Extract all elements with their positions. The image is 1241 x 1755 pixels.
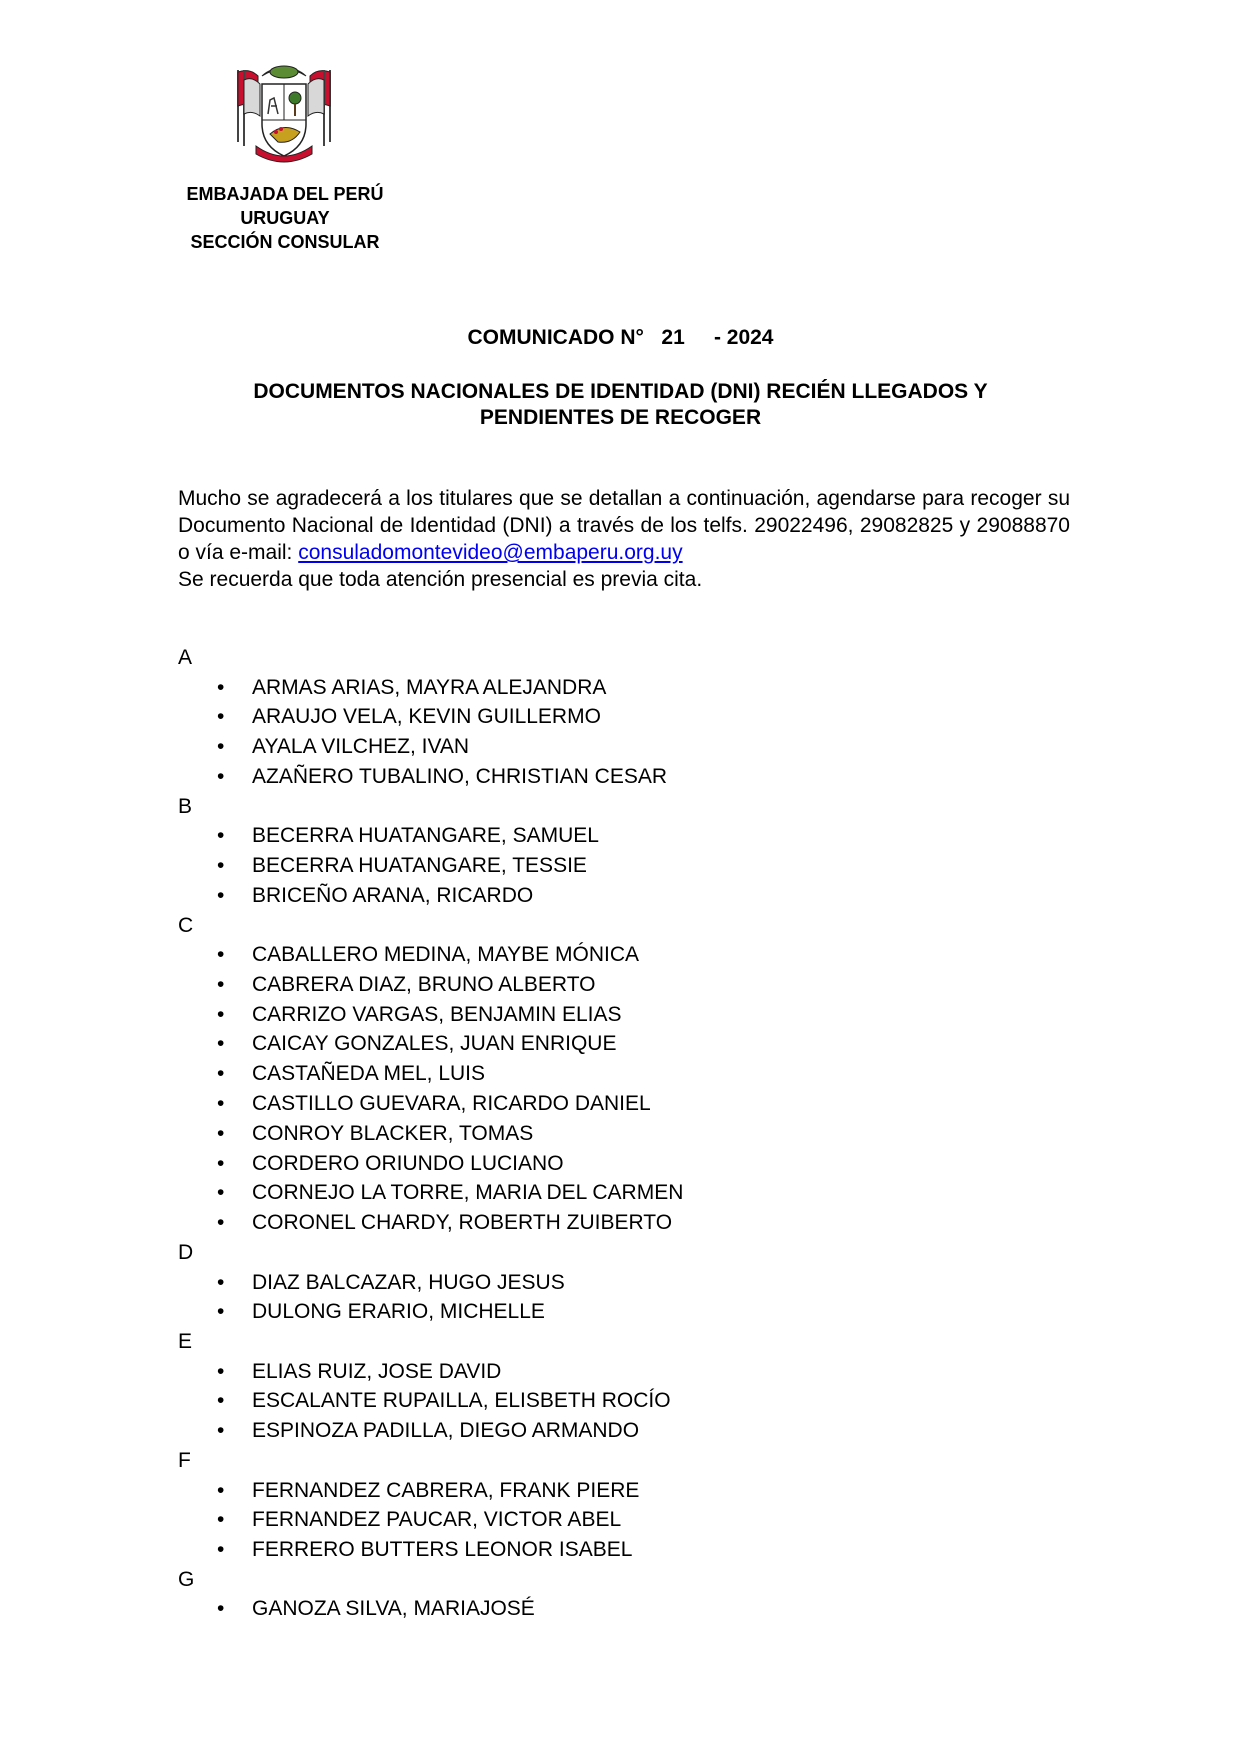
holder-name: ARMAS ARIAS, MAYRA ALEJANDRA <box>252 675 607 699</box>
bullet-icon: • <box>217 1002 225 1026</box>
bullet-icon: • <box>217 735 225 759</box>
list-item <box>178 1178 1078 1208</box>
holder-name: ELIAS RUIZ, JOSE DAVID <box>252 1359 502 1383</box>
name-list <box>178 821 1078 910</box>
list-item <box>178 762 1078 792</box>
list-item <box>178 1386 1078 1416</box>
bullet-icon: • <box>217 1419 225 1443</box>
list-item <box>178 851 1078 881</box>
holder-name: CORONEL CHARDY, ROBERTH ZUIBERTO <box>252 1211 673 1235</box>
name-list <box>178 1476 1078 1565</box>
holder-name: BECERRA HUATANGARE, TESSIE <box>252 853 587 877</box>
holder-name: CABRERA DIAZ, BRUNO ALBERTO <box>252 972 596 996</box>
intro-paragraph <box>178 485 1070 593</box>
bullet-icon: • <box>217 1597 225 1621</box>
holder-name: CARRIZO VARGAS, BENJAMIN ELIAS <box>252 1002 622 1026</box>
bullet-icon: • <box>217 1121 225 1145</box>
bullet-icon: • <box>217 1389 225 1413</box>
list-item <box>178 1268 1078 1298</box>
embassy-section: SECCIÓN CONSULAR <box>190 232 380 252</box>
appointment-reminder: Se recuerda que toda atención presencial es previa cita. <box>178 568 703 591</box>
embassy-country: URUGUAY <box>240 208 330 228</box>
list-item <box>178 702 1078 732</box>
holder-name: FERRERO BUTTERS LEONOR ISABEL <box>252 1538 633 1562</box>
list-item <box>178 1208 1078 1238</box>
names-list <box>178 643 1078 1624</box>
subject-line-1: DOCUMENTOS NACIONALES DE IDENTIDAD (DNI) RECIÉN LLEGADOS Y <box>253 380 988 403</box>
name-list <box>178 940 1078 1238</box>
holder-name: CORNEJO LA TORRE, MARIA DEL CARMEN <box>252 1181 684 1205</box>
holder-name: AYALA VILCHEZ, IVAN <box>252 735 470 759</box>
bullet-icon: • <box>217 1092 225 1116</box>
holder-name: CONROY BLACKER, TOMAS <box>252 1121 534 1145</box>
holder-name: CASTILLO GUEVARA, RICARDO DANIEL <box>252 1092 651 1116</box>
section-letter: G <box>178 1567 195 1591</box>
holder-name: BECERRA HUATANGARE, SAMUEL <box>252 824 599 848</box>
holder-name: CASTAÑEDA MEL, LUIS <box>252 1062 486 1086</box>
bullet-icon: • <box>217 1359 225 1383</box>
email-link[interactable]: consuladomontevideo@embaperu.org.uy <box>298 541 683 564</box>
list-item <box>178 732 1078 762</box>
list-item <box>178 970 1078 1000</box>
holder-name: ESPINOZA PADILLA, DIEGO ARMANDO <box>252 1419 640 1443</box>
name-list <box>178 1357 1078 1446</box>
list-item <box>178 1029 1078 1059</box>
holder-name: FERNANDEZ CABRERA, FRANK PIERE <box>252 1478 640 1502</box>
section-letter: F <box>178 1449 191 1473</box>
bullet-icon: • <box>217 824 225 848</box>
section-letter: D <box>178 1241 194 1265</box>
section-letter: E <box>178 1330 193 1354</box>
holder-name: FERNANDEZ PAUCAR, VICTOR ABEL <box>252 1508 622 1532</box>
holder-name: GANOZA SILVA, MARIAJOSÉ <box>252 1597 535 1621</box>
bullet-icon: • <box>217 705 225 729</box>
list-item <box>178 1297 1078 1327</box>
list-item <box>178 673 1078 703</box>
bullet-icon: • <box>217 1211 225 1235</box>
section-letter: C <box>178 913 194 937</box>
bullet-icon: • <box>217 1270 225 1294</box>
bullet-icon: • <box>217 1181 225 1205</box>
bullet-icon: • <box>217 1032 225 1056</box>
bullet-icon: • <box>217 1151 225 1175</box>
bullet-icon: • <box>217 675 225 699</box>
section-letter: B <box>178 794 193 818</box>
name-list <box>178 1268 1078 1328</box>
embassy-name: EMBAJADA DEL PERÚ <box>186 184 384 204</box>
intro-body: Mucho se agradecerá a los titulares que se detallan a continuación, agendarse para recoger su Documento Nacional de Identidad (DNI) a través de los telfs. 29022496, 29082825 y 29088870 o vía e-mail: <box>178 487 1070 564</box>
list-item <box>178 940 1078 970</box>
bullet-icon: • <box>217 1538 225 1562</box>
holder-name: AZAÑERO TUBALINO, CHRISTIAN CESAR <box>252 764 668 788</box>
bullet-icon: • <box>217 764 225 788</box>
list-item <box>178 1357 1078 1387</box>
holder-name: CAICAY GONZALES, JUAN ENRIQUE <box>252 1032 617 1056</box>
bullet-icon: • <box>217 883 225 907</box>
bullet-icon: • <box>217 1478 225 1502</box>
holder-name: ESCALANTE RUPAILLA, ELISBETH ROCÍO <box>252 1389 671 1413</box>
bullet-icon: • <box>217 943 225 967</box>
list-item <box>178 1059 1078 1089</box>
list-item <box>178 821 1078 851</box>
subject-line-2: PENDIENTES DE RECOGER <box>479 406 762 429</box>
intro-text <box>178 485 1070 566</box>
list-item <box>178 1089 1078 1119</box>
list-item <box>178 1476 1078 1506</box>
communique-subject <box>178 379 1063 431</box>
bullet-icon: • <box>217 972 225 996</box>
holder-name: CORDERO ORIUNDO LUCIANO <box>252 1151 564 1175</box>
holder-name: ARAUJO VELA, KEVIN GUILLERMO <box>252 705 601 729</box>
section-letter: A <box>178 646 193 669</box>
holder-name: DIAZ BALCAZAR, HUGO JESUS <box>252 1270 565 1294</box>
list-item <box>178 1505 1078 1535</box>
bullet-icon: • <box>217 1062 225 1086</box>
list-item <box>178 881 1078 911</box>
holder-name: DULONG ERARIO, MICHELLE <box>252 1300 545 1324</box>
list-item <box>178 1535 1078 1565</box>
bullet-icon: • <box>217 1508 225 1532</box>
list-item <box>178 1416 1078 1446</box>
name-list <box>178 673 1078 792</box>
name-list <box>178 1594 1078 1624</box>
list-item <box>178 1594 1078 1624</box>
holder-name: CABALLERO MEDINA, MAYBE MÓNICA <box>252 943 640 967</box>
holder-name: BRICEÑO ARANA, RICARDO <box>252 883 534 907</box>
list-item <box>178 1000 1078 1030</box>
peru-coat-of-arms-icon <box>228 62 340 170</box>
bullet-icon: • <box>217 853 225 877</box>
bullet-icon: • <box>217 1300 225 1324</box>
letterhead <box>150 182 420 254</box>
communique-number: COMUNICADO N° 21 - 2024 <box>467 326 774 349</box>
list-item <box>178 1149 1078 1179</box>
list-item <box>178 1119 1078 1149</box>
